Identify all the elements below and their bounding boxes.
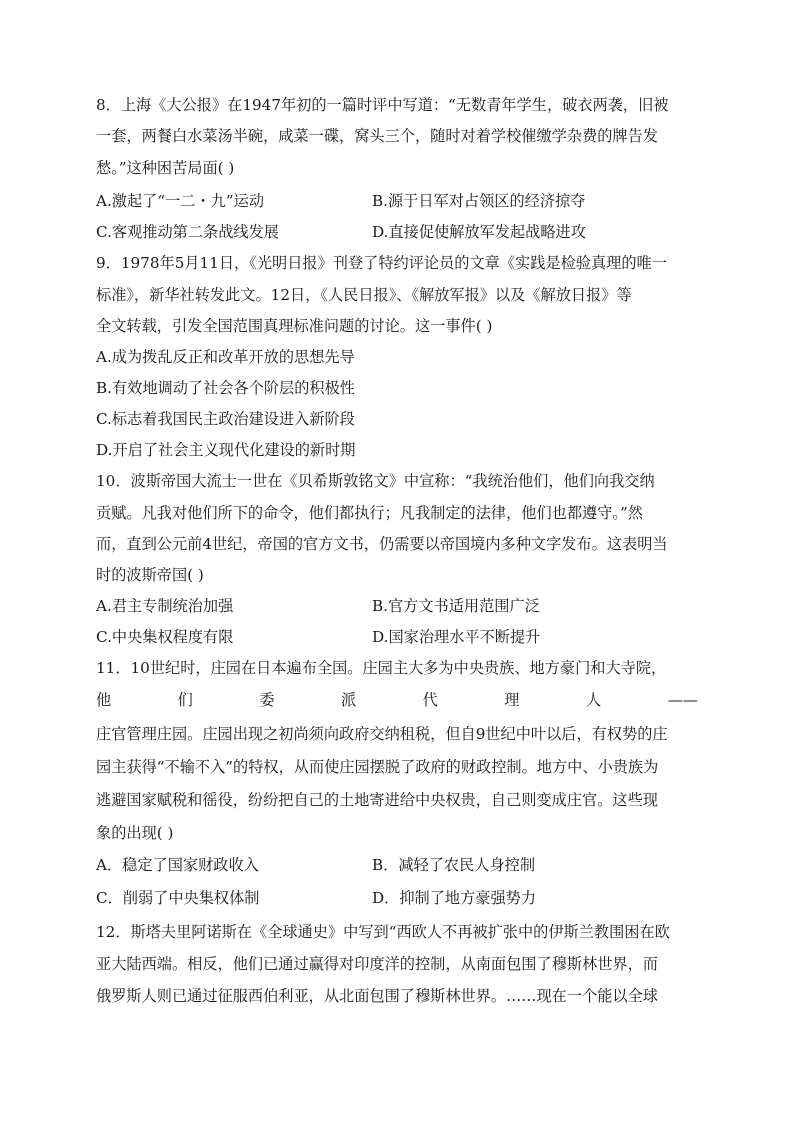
- q11-option-a: A．稳定了国家财政收入: [96, 856, 259, 874]
- q10-option-a: A.君主专制统治加强: [96, 597, 234, 615]
- q11-option-d: D．抑制了地方豪强势力: [372, 889, 537, 907]
- q8-stem-line-1: 8．上海《大公报》在1947年初的一篇时评中写道：“无数青年学生，破衣两袭，旧被: [96, 96, 669, 114]
- q11-stem-line-3: 庄官管理庄园。庄园出现之初尚须向政府交纳租税，但自9世纪中叶以后，有权势的庄: [96, 725, 668, 743]
- q11-stem-line-4: 园主获得“不输不入”的特权，从而使庄园摆脱了政府的财政控制。地方中、小贵族为: [96, 758, 659, 776]
- q9-stem-line-1: 9．1978年5月11日，《光明日报》刊登了特约评论员的文章《实践是检验真理的唯一: [96, 254, 667, 272]
- q8-option-a: A.激起了“一二・九”运动: [96, 192, 265, 210]
- q8-stem-line-3: 愁。”这种困苦局面( ): [96, 159, 235, 177]
- q11-stem-line-1: 11．10世纪时，庄园在日本遍布全国。庄园主大多为中央贵族、地方豪门和大寺院，: [96, 659, 667, 677]
- q9-option-b: B.有效地调动了社会各个阶层的积极性: [96, 379, 355, 397]
- q10-stem-line-2: 贡赋。凡我对他们所下的命令，他们都执行；凡我制定的法律，他们也都遵守。”然: [96, 504, 643, 522]
- q12-stem-line-2: 亚大陆西端。相反，他们已通过赢得对印度洋的控制，从南面包围了穆斯林世界，而: [96, 955, 658, 973]
- q10-stem-line-4: 时的波斯帝国( ): [96, 566, 204, 584]
- q11-spread-word: 人: [585, 691, 602, 709]
- q8-option-b: B.源于日军对占领区的经济掠夺: [372, 192, 586, 210]
- q8-stem-line-2: 一套，两餐白水菜汤半碗，咸菜一碟，窝头三个，随时对着学校催缴学杂费的牌告发: [96, 127, 658, 145]
- q11-spread-word: 他: [96, 691, 112, 709]
- q11-spread-word: 理: [504, 691, 520, 709]
- q11-option-c: C．削弱了中央集权体制: [96, 889, 260, 907]
- q11-spread-word: 委: [259, 691, 275, 709]
- q11-stem-line-2-justified: [96, 690, 698, 712]
- q12-stem-line-3: 俄罗斯人则已通过征服西伯利亚，从北面包围了穆斯林世界。……现在一个能以全球: [96, 987, 658, 1005]
- q12-stem-line-1: 12．斯塔夫里阿诺斯在《全球通史》中写到“西欧人不再被扩张中的伊斯兰教围困在欧: [96, 923, 670, 941]
- q9-option-a: A.成为拨乱反正和改革开放的思想先导: [96, 348, 355, 366]
- q11-spread-word: 派: [340, 691, 357, 709]
- q10-stem-line-1: 10．波斯帝国大流士一世在《贝希斯敦铭文》中宣称：“我统治他们，他们向我交纳: [96, 472, 655, 490]
- q11-spread-word: ——: [667, 691, 698, 709]
- q11-option-b: B．减轻了农民人身控制: [372, 856, 536, 874]
- q9-stem-line-2: 标准》，新华社转发此文。12日，《人民日报》、《解放军报》以及《解放日报》等: [96, 286, 632, 304]
- q11-spread-word: 们: [177, 691, 193, 709]
- q11-stem-line-5: 逃避国家赋税和徭役，纷纷把自己的土地寄进给中央权贵，自己则变成庄官。这些现: [96, 791, 658, 809]
- q9-option-c: C.标志着我国民主政治建设进入新阶段: [96, 410, 355, 428]
- q9-option-d: D.开启了社会主义现代化建设的新时期: [96, 441, 356, 459]
- q11-stem-line-6: 象的出现( ): [96, 824, 174, 842]
- q10-stem-line-3: 而，直到公元前4世纪，帝国的官方文书，仍需要以帝国境内多种文字发布。这表明当: [96, 535, 668, 553]
- q11-spread-word: 代: [422, 691, 438, 709]
- q9-stem-line-3: 全文转载，引发全国范围真理标准问题的讨论。这一事件( ): [96, 317, 493, 335]
- q10-option-d: D.国家治理水平不断提升: [372, 628, 541, 646]
- q8-option-d: D.直接促使解放军发起战略进攻: [372, 223, 586, 241]
- q10-option-c: C.中央集权程度有限: [96, 628, 234, 646]
- q8-option-c: C.客观推动第二条战线发展: [96, 223, 279, 241]
- q10-option-b: B.官方文书适用范围广泛: [372, 597, 540, 615]
